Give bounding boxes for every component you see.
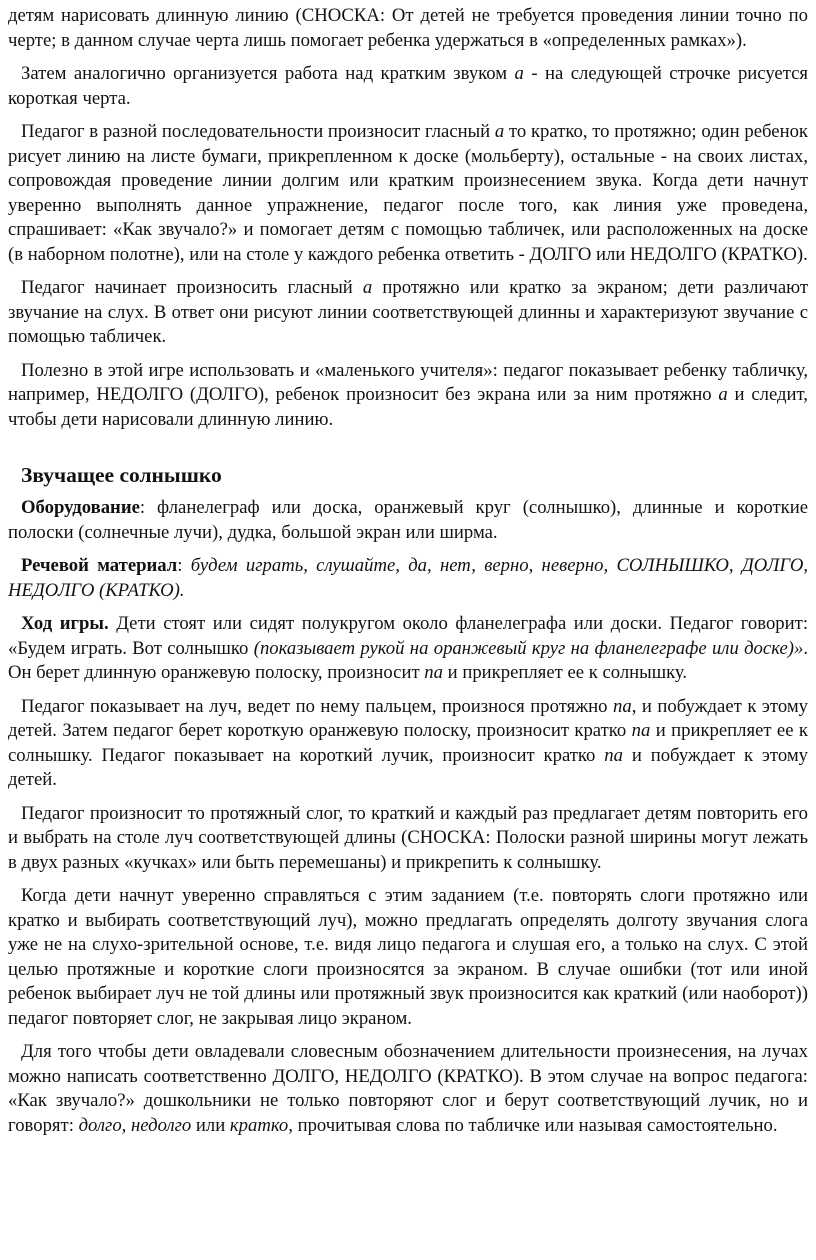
paragraph [8,802,808,876]
text-run: и прикрепляет ее к солнышку. [442,662,688,683]
text-run: прочитывая слова по табличке или называя самостоятельно. [292,1114,778,1136]
paragraph [8,276,808,350]
text-run: - на следующей строчке рисуется короткая черта. [8,63,809,109]
italic-run: па [604,744,623,766]
text-run: Педагог в разной последовательности произносит гласный [21,121,495,142]
text-run: : [177,555,191,576]
italic-run: (показывает рукой на оранжевый круг на фланелеграфе или доске)» [253,637,804,659]
paragraph [8,612,808,686]
text-run: детям нарисовать длинную линию (СНОСКА: От детей не требуется проведения линии точно по черте; в данном случае черта лишь помогает ребенка удержаться в «определенных рамках»). [8,5,808,51]
paragraph [8,359,808,433]
text-run: Педагог показывает на луч, ведет по нему пальцем, произнося протяжно [21,695,614,717]
text-run: Затем аналогично организуется работа над кратким звуком [21,63,515,84]
italic-run: а [514,63,524,84]
italic-run: а [494,121,505,142]
text-run: Педагог произносит то протяжный слог, то краткий и каждый раз предлагает детям повторить его и выбрать на столе луч соответствующей длины (СНОСКА: Полоски разной ширины могут лежать в двух разных «кучках» или быть перемешаны) и прикрепить к солнышку. [8,802,808,873]
italic-run: па [631,720,651,741]
text-run: Для того чтобы дети овладевали словесным обозначением длительности произнесения, на лучах можно написать соответственно ДОЛГО, НЕДОЛГО (КРАТКО). В этом случае на вопрос педагога: «Как звучало?» дошкольники не только повторяют слог и берут соответствующий лучик, но и говорят: [8,1041,808,1136]
italic-run: а [718,384,728,405]
bold-run: Речевой материал [21,555,178,576]
italic-run: долго, недолго [78,1114,192,1136]
text-block-top [8,4,808,432]
paragraph [8,1040,808,1138]
paragraph [8,884,808,1031]
paragraph [8,120,808,267]
text-run: и побуждает к этому детей. [8,744,809,790]
text-run: Когда дети начнут уверенно справляться с этим заданием (т.е. повторять слоги протяжно или кратко и выбирать соответствующий луч), можно предлагать определять долготу звучания слога уже не на слухо-зрительной основе, т.е. видя лицо педагога и слушая его, а только на слух. С этой целью протяжные и короткие слоги произносятся за экраном. В случае ошибки (тот или иной ребенок выбирает луч не той длины или протяжный звук произносится как краткий (или наоборот)) педагог повторяет слог, не закрывая лицо экраном. [8,885,808,1029]
text-run: или [191,1114,230,1136]
bold-run: Оборудование [21,497,140,518]
text-run: , и побуждает к этому детей. Затем педагог берет короткую оранжевую полоску, произносит кратко [8,695,809,741]
paragraph [8,695,808,793]
text-run: . Он берет длинную оранжевую полоску, произносит [8,637,808,683]
paragraph [8,554,808,603]
text-run: и прикрепляет ее к солнышку. Педагог показывает на короткий лучик, произносит кратко [8,720,808,766]
text-run: и следит, чтобы дети нарисовали длинную линию. [8,384,808,430]
text-run: Полезно в этой игре использовать и «маленького учителя»: педагог показывает ребенку табличку, например, НЕДОЛГО (ДОЛГО), ребенок произносит без экрана или за ним протяжно [8,359,808,405]
italic-run: кратко, [229,1114,293,1136]
italic-run: па [613,695,632,717]
italic-run: а [362,277,373,298]
italic-run: па [424,662,443,683]
text-run: протяжно или кратко за экраном; дети различают звучание на слух. В ответ они рисуют линии соответствующей длинны и характеризуют звучание с помощью табличек. [8,277,808,347]
paragraph [8,496,808,545]
paragraph [8,62,808,111]
italic-run: будем играть, слушайте, да, нет, верно, неверно, СОЛНЫШКО, ДОЛГО, НЕДОЛГО (КРАТКО). [8,555,808,601]
section-heading: Звучащее солнышко [21,463,222,487]
text-run: Педагог начинает произносить гласный [21,277,363,298]
paragraph [8,4,808,53]
bold-run: Ход игры. [21,613,109,634]
text-block-bottom [8,496,808,1138]
text-run: то кратко, то протяжно; один ребенок рисует линию на листе бумаги, прикрепленном к доске (мольберту), остальные - на своих листах, сопровождая проведение линии долгим или кратким произнесением звука. Когда дети начнут уверенно выполнять данное упражнение, педагог после того, как линия уже проведена, спрашивает: «Как звучало?» и помогает детям с помощью табличек, или расположенных на доске (в наборном полотне), или на столе у каждого ребенка ответить - ДОЛГО или НЕДОЛГО (КРАТКО). [8,121,808,265]
text-run: : фланелеграф или доска, оранжевый круг (солнышко), длинные и короткие полоски (солнечные лучи), дудка, большой экран или ширма. [8,497,808,543]
text-run: Дети стоят или сидят полукругом около фланелеграфа или доски. Педагог говорит: «Будем играть. Вот солнышко [8,613,809,659]
